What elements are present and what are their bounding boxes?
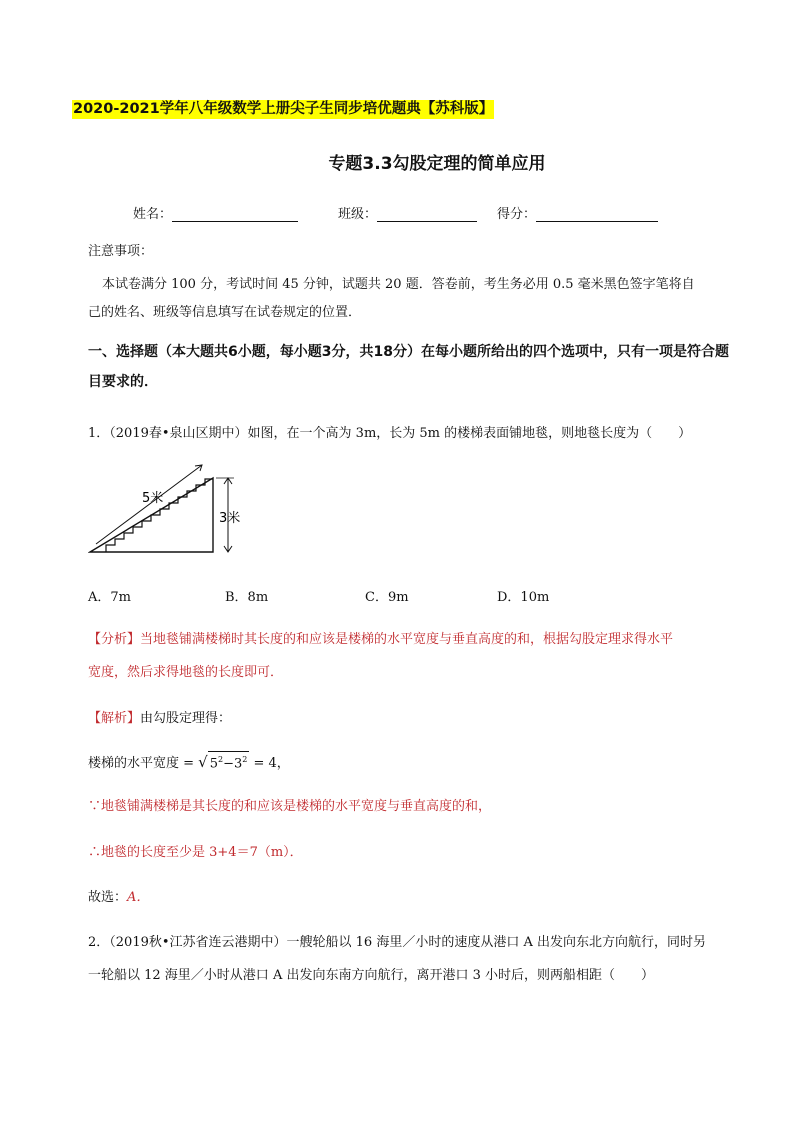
sqrt-radicand [208, 751, 250, 771]
question-2-line-2: 一轮船以 12 海里／小时从港口 A 出发向东南方向航行，离开港口 3 小时后，则两船相距（ ） [88, 968, 654, 983]
page-title: 专题3.3勾股定理的简单应用 [328, 154, 546, 174]
radicand-minus-3: −3 [223, 756, 243, 771]
width-result: = 4， [253, 756, 290, 771]
score-blank[interactable] [536, 207, 658, 222]
question-1-stem [88, 422, 691, 441]
name-blank[interactable] [172, 207, 298, 222]
analysis-line-2: 宽度，然后求得地毯的长度即可． [88, 665, 284, 680]
notice-line-2: 己的姓名、班级等信息填写在试卷规定的位置． [88, 305, 362, 320]
option-b[interactable]: B．8m [225, 590, 269, 605]
name-label: 姓名： [133, 207, 173, 222]
solution-intro [88, 705, 231, 733]
question-2-line-1 [88, 929, 706, 957]
notice-heading: 注意事项： [88, 244, 154, 259]
slope-label: 5米 [142, 491, 164, 506]
stair-steps [106, 479, 213, 552]
height-label: 3米 [219, 511, 241, 526]
analysis-line-1 [88, 626, 673, 654]
answer-line [88, 884, 149, 912]
class-field[interactable] [338, 203, 477, 222]
section-line-2: 目要求的． [88, 374, 158, 390]
option-d[interactable]: D．10m [497, 590, 550, 605]
score-label: 得分： [497, 207, 537, 222]
radicand-5: 5 [209, 756, 219, 771]
solution-intro-text: 由勾股定理得： [140, 711, 232, 726]
q1-text: 如图，在一个高为 3m，长为 5m 的楼梯表面铺地毯，则地毯长度为（ ） [247, 426, 692, 441]
exp-1: 2 [218, 754, 224, 764]
because-line: ∵地毯铺满楼梯是其长度的和应该是楼梯的水平宽度与垂直高度的和， [88, 799, 492, 814]
therefore-line: ∴地毯的长度至少是 3+4＝7（m）． [88, 845, 303, 860]
width-equation [88, 748, 290, 778]
class-blank[interactable] [377, 207, 477, 222]
option-a[interactable]: A．7m [88, 590, 131, 605]
exp-2: 2 [242, 754, 248, 764]
analysis-text-1: 当地毯铺满楼梯时其长度的和应该是楼梯的水平宽度与垂直高度的和，根据勾股定理求得水平 [140, 632, 674, 647]
score-field[interactable] [497, 203, 658, 222]
class-label: 班级： [338, 207, 378, 222]
section-line-1: 一、选择题（本大题共6小题，每小题3分，共18分）在每小题所给出的四个选项中，只有一项是符合题 [88, 344, 729, 360]
staircase-figure [88, 462, 258, 558]
section-heading [88, 337, 728, 397]
name-field[interactable] [133, 203, 298, 222]
sqrt-sign: √ [198, 753, 208, 771]
q2-number: 2． [88, 935, 110, 950]
option-c[interactable]: C．9m [365, 590, 409, 605]
answer-value: A． [127, 890, 150, 905]
solution-tag: 【解析】 [88, 711, 141, 726]
width-label: 楼梯的水平宽度 = [88, 756, 195, 771]
header-banner: 2020-2021学年八年级数学上册尖子生同步培优题典【苏科版】 [73, 101, 494, 117]
q1-number: 1． [88, 426, 110, 441]
answer-prefix: 故选： [88, 890, 128, 905]
q1-source: （2019春•泉山区期中） [109, 426, 248, 441]
q2-text-1: （2019秋•江苏省连云港期中）一艘轮船以 16 海里／小时的速度从港口 A 出发向东北方向航行，同时另 [109, 935, 706, 950]
notice-line-1: 本试卷满分 100 分，考试时间 45 分钟，试题共 20 题．答卷前，考生务必用 0.5 毫米黑色签字笔将自 [102, 277, 695, 292]
analysis-tag: 【分析】 [88, 632, 141, 647]
